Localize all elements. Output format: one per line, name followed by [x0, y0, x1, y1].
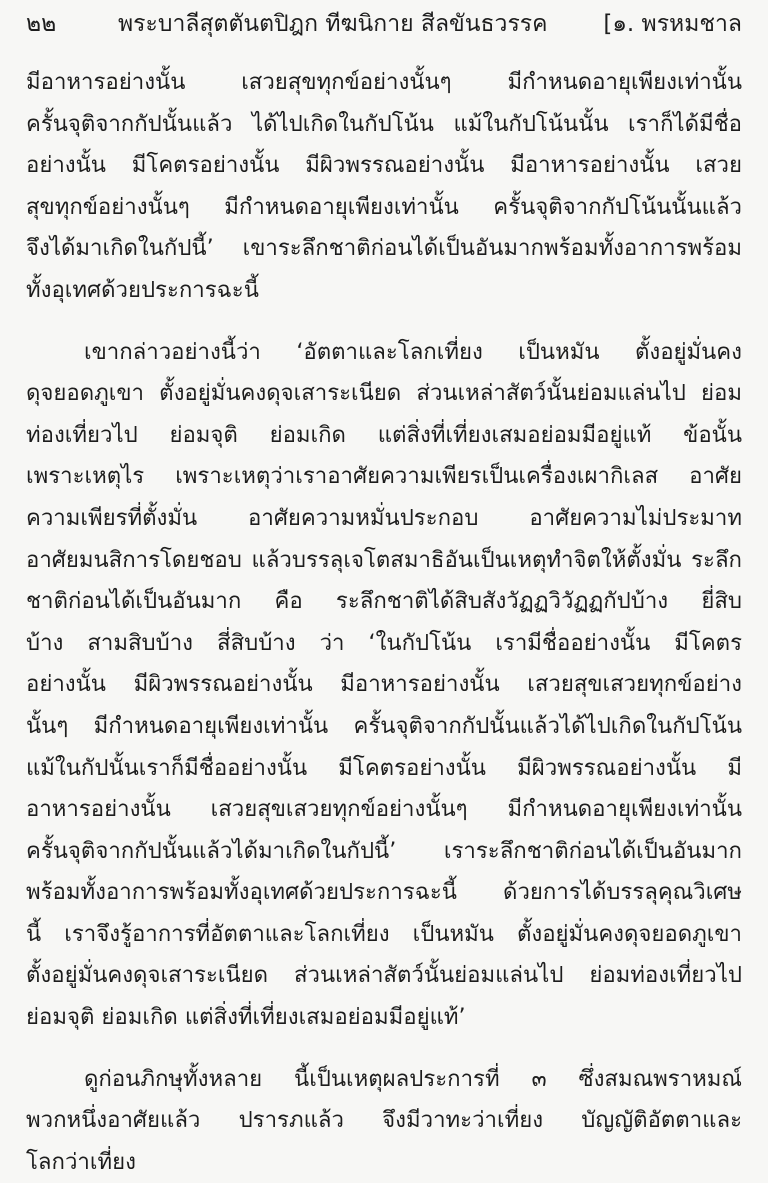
paragraph-gap [26, 1039, 742, 1059]
paragraph-gap [26, 312, 742, 332]
body-text [26, 62, 742, 1183]
text-line: ย่อมจุติ ย่อมเกิด แต่สิ่งที่เที่ยงเสมอย่อมมีอยู่แท้’ [26, 1004, 466, 1031]
paragraph-1 [26, 62, 742, 312]
paragraph-2 [26, 332, 742, 1039]
text-line: ดูก่อนภิกษุทั้งหลาย นี้เป็นเหตุผลประการที่ ๓ ซึ่งสมณพราหมณ์ [84, 1065, 742, 1092]
text-line: นั้นๆ มีกำหนดอายุเพียงเท่านั้น ครั้นจุติจากกัปนั้นแล้วได้ไปเกิดในกัปโน้น [26, 712, 742, 739]
text-line: อย่างนั้น มีโคตรอย่างนั้น มีผิวพรรณอย่างนั้น มีอาหารอย่างนั้น เสวย [26, 152, 742, 179]
text-line: จึงได้มาเกิดในกัปนี้’ เขาระลึกชาติก่อนได้เป็นอันมากพร้อมทั้งอาการพร้อม [26, 235, 742, 262]
text-line: อย่างนั้น มีผิวพรรณอย่างนั้น มีอาหารอย่างนั้น เสวยสุขเสวยทุกข์อย่าง [26, 671, 742, 698]
text-line: บ้าง สามสิบบ้าง สี่สิบบ้าง ว่า ‘ในกัปโน้น เรามีชื่ออย่างนั้น มีโคตร [26, 629, 742, 656]
text-line: อาศัยมนสิการโดยชอบ แล้วบรรลุเจโตสมาธิอันเป็นเหตุทำจิตให้ตั้งมั่น ระลึก [26, 546, 742, 573]
text-line: เพราะเหตุไร เพราะเหตุว่าเราอาศัยความเพียรเป็นเครื่องเผากิเลส อาศัย [26, 463, 742, 490]
text-line: มีอาหารอย่างนั้น เสวยสุขทุกข์อย่างนั้นๆ มีกำหนดอายุเพียงเท่านั้น [26, 69, 742, 95]
running-header [26, 4, 742, 44]
text-line: สุขทุกข์อย่างนั้นๆ มีกำหนดอายุเพียงเท่านั้น ครั้นจุติจากกัปโน้นนั้นแล้ว [26, 193, 742, 220]
text-line: ดุจยอดภูเขา ตั้งอยู่มั่นคงดุจเสาระเนียด ส่วนเหล่าสัตว์นั้นย่อมแล่นไป ย่อม [26, 380, 742, 407]
text-line: นี้ เราจึงรู้อาการที่อัตตาและโลกเที่ยง เป็นหมัน ตั้งอยู่มั่นคงดุจยอดภูเขา [26, 920, 742, 947]
text-line: เขากล่าวอย่างนี้ว่า ‘อัตตาและโลกเที่ยง เป็นหมัน ตั้งอยู่มั่นคง [84, 338, 742, 365]
text-line: ท่องเที่ยวไป ย่อมจุติ ย่อมเกิด แต่สิ่งที่เที่ยงเสมอย่อมมีอยู่แท้ ข้อนั้น [26, 421, 742, 448]
text-line: ตั้งอยู่มั่นคงดุจเสาระเนียด ส่วนเหล่าสัตว์นั้นย่อมแล่นไป ย่อมท่องเที่ยวไป [26, 962, 742, 989]
text-line: แม้ในกัปนั้นเราก็มีชื่ออย่างนั้น มีโคตรอย่างนั้น มีผิวพรรณอย่างนั้น มี [26, 754, 742, 781]
text-line: พวกหนึ่งอาศัยแล้ว ปรารภแล้ว จึงมีวาทะว่าเที่ยง บัญญัติอัตตาและ [26, 1107, 742, 1134]
text-line: ทั้งอุเทศด้วยประการฉะนี้ [26, 276, 259, 303]
book-title: พระบาลีสุตตันตปิฎก ทีฆนิกาย สีลขันธวรรค [118, 11, 548, 37]
text-line: ความเพียรที่ตั้งมั่น อาศัยความหมั่นประกอบ อาศัยความไม่ประมาท [26, 504, 742, 531]
page-number: ๒๒ [26, 11, 57, 37]
text-line: พร้อมทั้งอาการพร้อมทั้งอุเทศด้วยประการฉะนี้ ด้วยการได้บรรลุคุณวิเศษ [26, 879, 742, 906]
section-title: [๑. พรหมชาล [603, 11, 742, 37]
text-line: โลกว่าเที่ยง [26, 1148, 136, 1175]
text-line: ชาติก่อนได้เป็นอันมาก คือ ระลึกชาติได้สิบสังวัฏฏวิวัฏฏกัปบ้าง ยี่สิบ [26, 588, 742, 615]
text-line: ครั้นจุติจากกัปนั้นแล้ว ได้ไปเกิดในกัปโน้น แม้ในกัปโน้นนั้น เราก็ได้มีชื่อ [26, 110, 742, 137]
paragraph-3 [26, 1059, 742, 1183]
text-line: อาหารอย่างนั้น เสวยสุขเสวยทุกข์อย่างนั้นๆ มีกำหนดอายุเพียงเท่านั้น [26, 796, 742, 823]
text-line: ครั้นจุติจากกัปนั้นแล้วได้มาเกิดในกัปนี้’ เราระลึกชาติก่อนได้เป็นอันมาก [26, 837, 742, 864]
